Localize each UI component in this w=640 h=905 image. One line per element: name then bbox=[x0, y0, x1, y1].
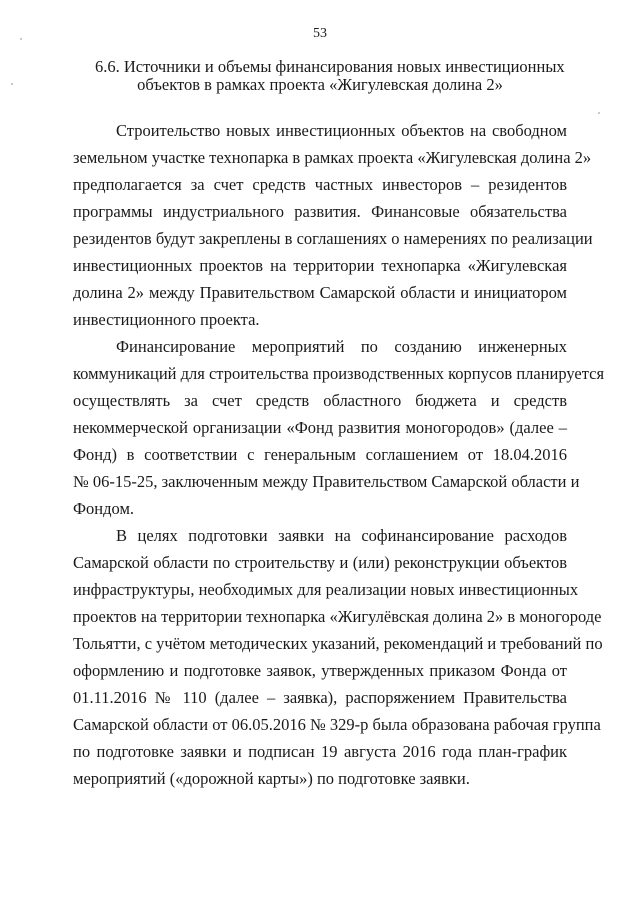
text-line: № 06-15-25, заключенным между Правительством Самарской области и bbox=[73, 472, 580, 491]
text-line: В целях подготовки заявки на софинансирование расходов bbox=[116, 526, 567, 545]
text-line: Строительство новых инвестиционных объектов на свободном bbox=[116, 121, 567, 140]
text-line: инвестиционных проектов на территории технопарка «Жигулевская bbox=[73, 256, 567, 275]
text-line: оформлению и подготовке заявок, утвержденных приказом Фонда от bbox=[73, 661, 567, 680]
text-line: резидентов будут закреплены в соглашениях о намерениях по реализации bbox=[73, 229, 593, 248]
text-line: Финансирование мероприятий по созданию инженерных bbox=[116, 337, 567, 356]
text-line: мероприятий («дорожной карты») по подготовке заявки. bbox=[73, 769, 470, 788]
scan-speck bbox=[598, 112, 600, 114]
text-line: Самарской области по строительству и (или) реконструкции объектов bbox=[73, 553, 567, 572]
text-line: по подготовке заявки и подписан 19 августа 2016 года план-график bbox=[73, 742, 567, 761]
text-line: программы индустриального развития. Финансовые обязательства bbox=[73, 202, 567, 221]
text-line: предполагается за счет средств частных инвесторов – резидентов bbox=[73, 175, 567, 194]
page-number: 53 bbox=[313, 26, 327, 41]
text-line: Фондом. bbox=[73, 499, 135, 518]
section-heading bbox=[95, 57, 565, 94]
scan-speck bbox=[20, 38, 22, 40]
scan-speck bbox=[11, 83, 13, 85]
section-heading-line: объектов в рамках проекта «Жигулевская долина 2» bbox=[137, 75, 503, 94]
text-line: Фонд) в соответствии с генеральным соглашением от 18.04.2016 bbox=[73, 445, 567, 464]
text-line: долина 2» между Правительством Самарской области и инициатором bbox=[73, 283, 567, 302]
text-line: коммуникаций для строительства производственных корпусов планируется bbox=[73, 364, 605, 383]
text-line: осуществлять за счет средств областного бюджета и средств bbox=[73, 391, 567, 410]
text-line: земельном участке технопарка в рамках проекта «Жигулевская долина 2» bbox=[73, 148, 592, 167]
section-heading-line: 6.6. Источники и объемы финансирования новых инвестиционных bbox=[95, 57, 565, 76]
text-line: Тольятти, с учётом методических указаний, рекомендаций и требований по bbox=[73, 634, 603, 653]
text-line: инвестиционного проекта. bbox=[73, 310, 260, 329]
text-line: Самарской области от 06.05.2016 № 329-р была образована рабочая группа bbox=[73, 715, 601, 734]
text-line: некоммерческой организации «Фонд развития моногородов» (далее – bbox=[73, 418, 567, 437]
text-line: инфраструктуры, необходимых для реализации новых инвестиционных bbox=[73, 580, 579, 599]
text-line: 01.11.2016 № 110 (далее – заявка), распоряжением Правительства bbox=[73, 688, 567, 707]
text-line: проектов на территории технопарка «Жигулёвская долина 2» в моногороде bbox=[73, 607, 602, 626]
